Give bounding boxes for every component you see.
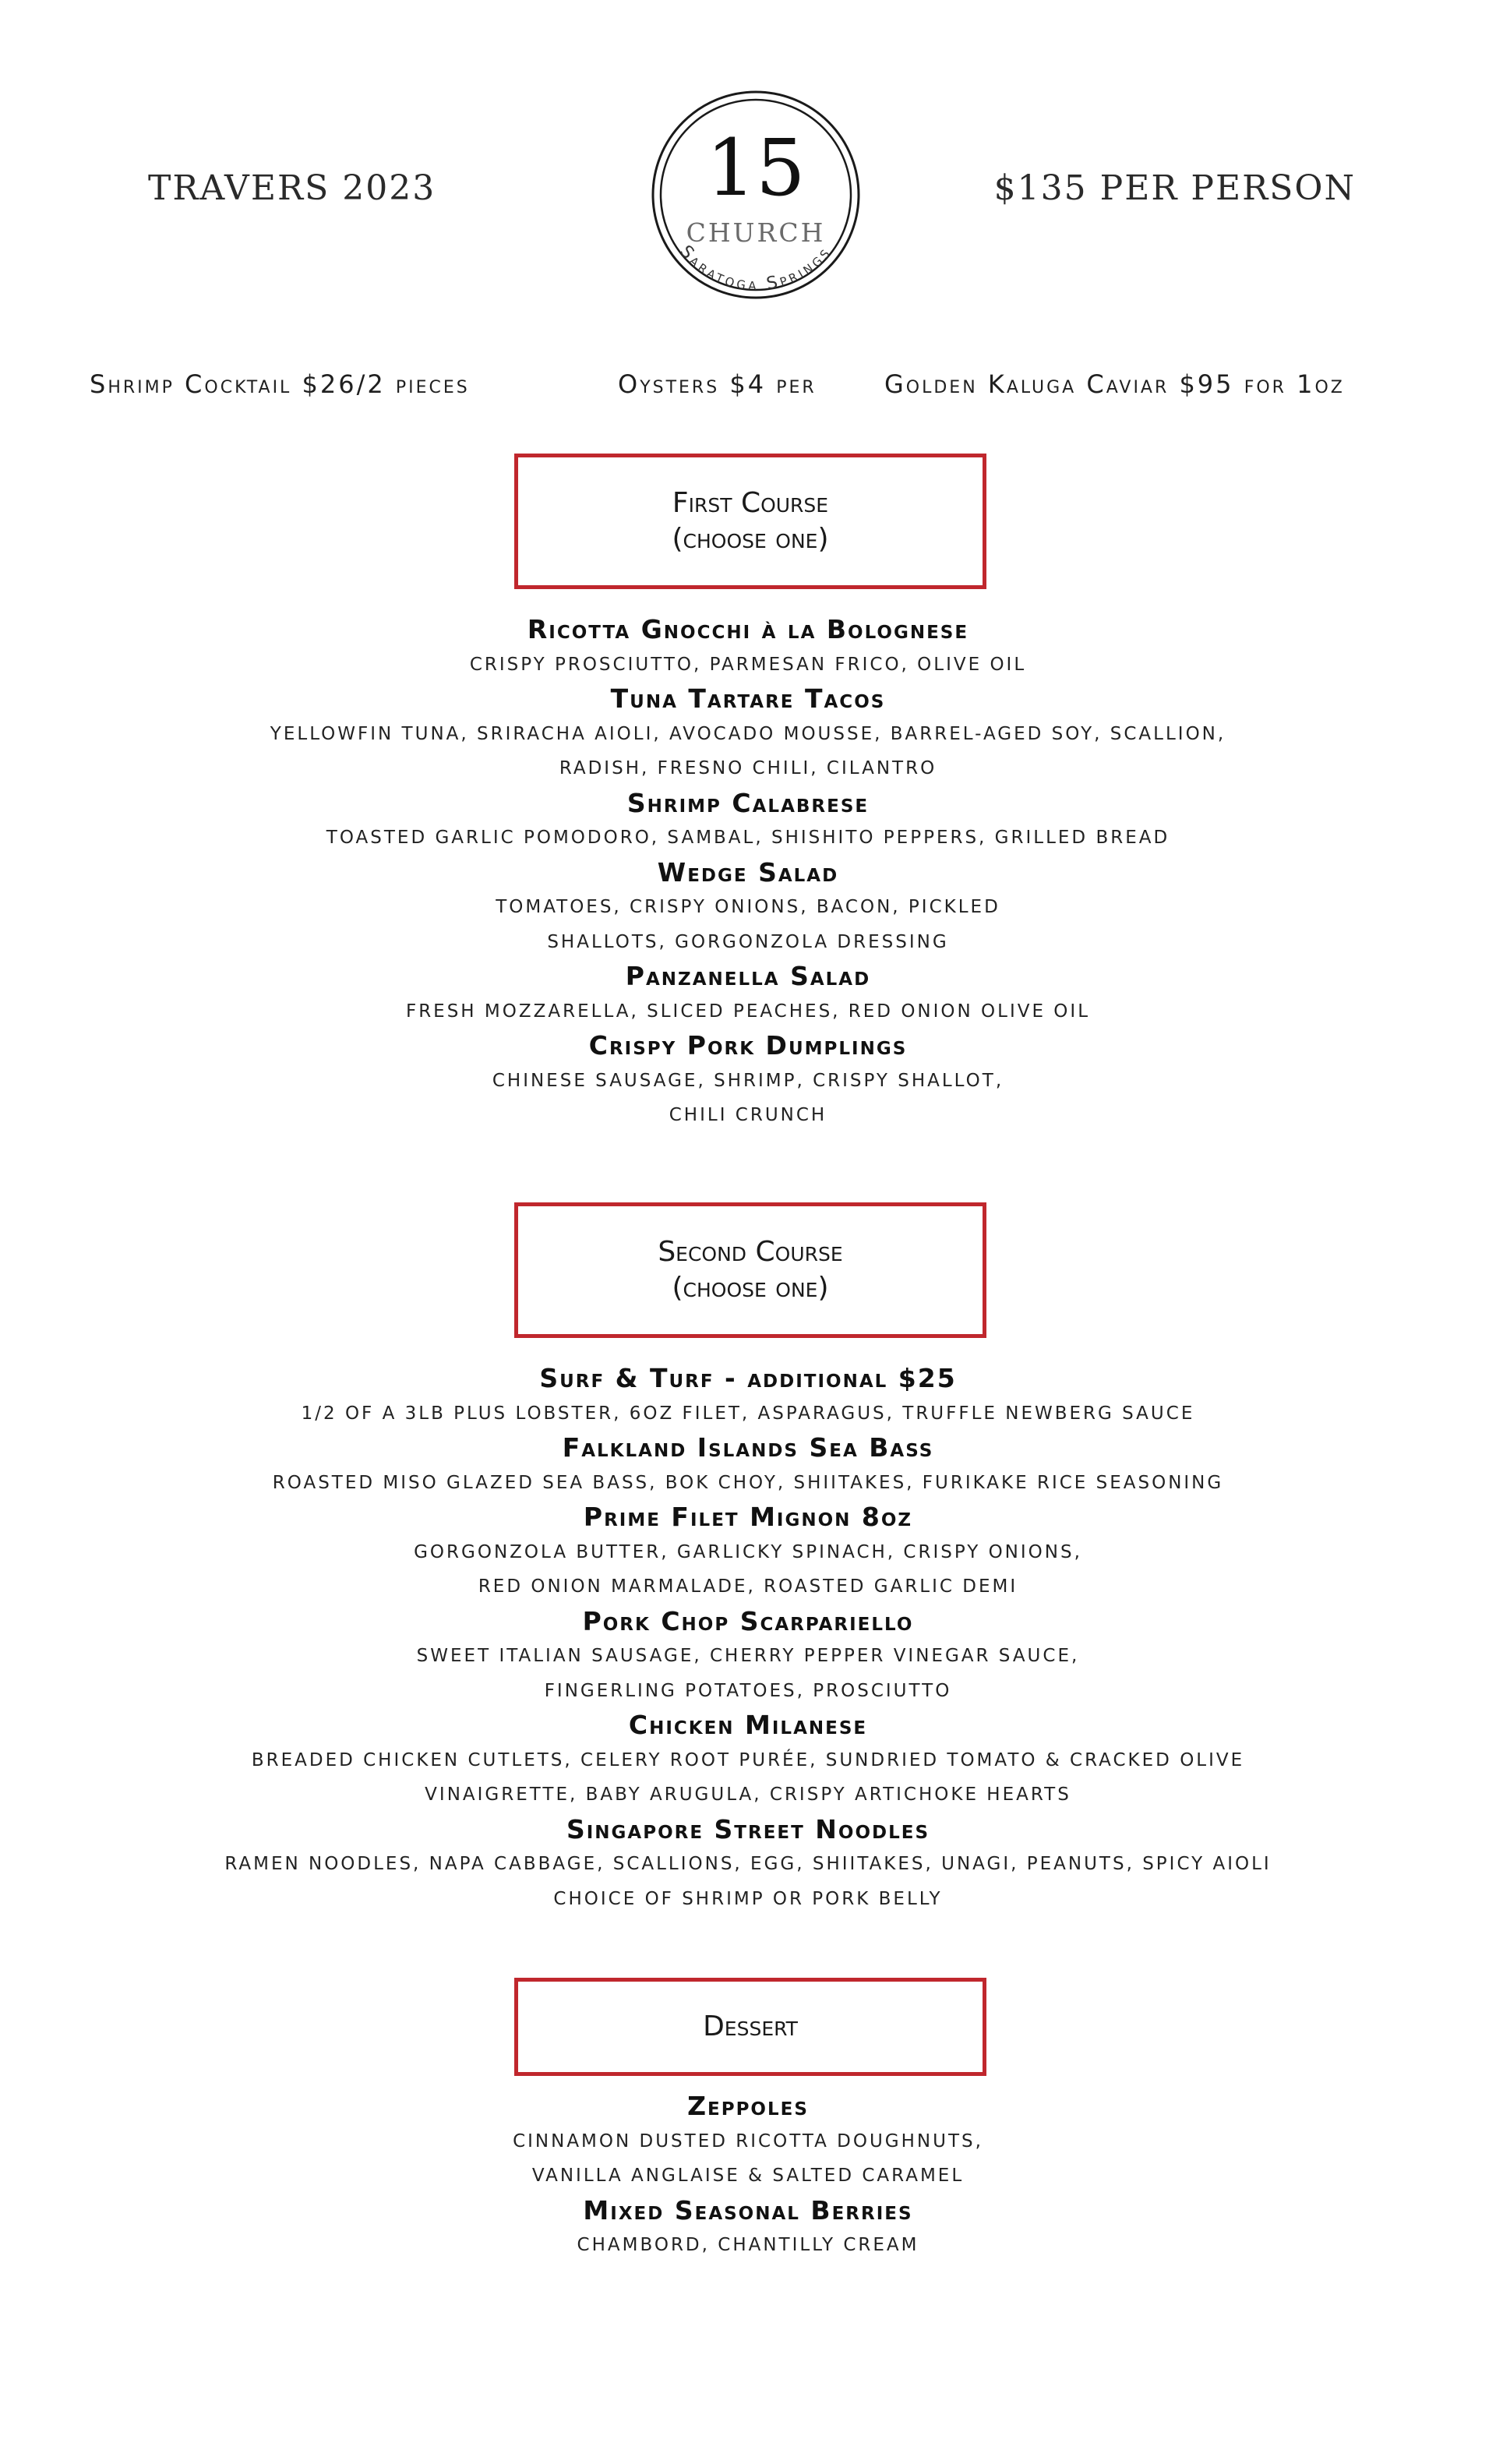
restaurant-logo	[647, 86, 865, 343]
oysters-item: Oysters $4 per	[618, 369, 817, 399]
dish-name: Mixed Seasonal Berries	[583, 2194, 913, 2226]
dish-name: Crispy Pork Dumplings	[588, 1030, 908, 1061]
dish-description: GORGONZOLA BUTTER, GARLICKY SPINACH, CRISPY ONIONS,	[414, 1541, 1082, 1562]
dish-description: TOMATOES, CRISPY ONIONS, BACON, PICKLED	[496, 897, 1000, 917]
course-subtitle: (choose one)	[672, 1272, 829, 1304]
dish-description: FRESH MOZZARELLA, SLICED PEACHES, RED ONION OLIVE OIL	[405, 1001, 1091, 1022]
dish-description: CHAMBORD, CHANTILLY CREAM	[577, 2235, 919, 2255]
dish-description: YELLOWFIN TUNA, SRIRACHA AIOLI, AVOCADO MOUSSE, BARREL-AGED SOY, SCALLION,	[270, 723, 1226, 744]
dish-description: CHILI CRUNCH	[669, 1105, 827, 1125]
dish-name: Wedge Salad	[657, 856, 839, 888]
dish-name: Singapore Street Noodles	[566, 1813, 930, 1844]
dish-description: BREADED CHICKEN CUTLETS, CELERY ROOT PURÉE, SUNDRIED TOMATO & CRACKED OLIVE	[251, 1749, 1245, 1770]
dish-description: RED ONION MARMALADE, ROASTED GARLIC DEMI	[478, 1576, 1018, 1597]
dish-description: VINAIGRETTE, BABY ARUGULA, CRISPY ARTICHOKE HEARTS	[425, 1784, 1071, 1805]
dish-name: Surf & Turf - additional $25	[539, 1363, 957, 1393]
dessert-box	[514, 1978, 986, 2076]
price-per-person: $135 PER PERSON	[993, 168, 1356, 208]
dish-description: ROASTED MISO GLAZED SEA BASS, BOK CHOY, SHIITAKES, FURIKAKE RICE SEASONING	[272, 1472, 1224, 1493]
event-title: TRAVERS 2023	[148, 168, 436, 208]
dish-name: Falkland Islands Sea Bass	[562, 1432, 934, 1463]
svg-text:Saratoga Springs	[676, 242, 835, 295]
first-course-menu	[0, 612, 1496, 1133]
second-course-box	[514, 1202, 986, 1338]
course-title: Dessert	[703, 2010, 798, 2042]
shrimp-cocktail-item: Shrimp Cocktail $26/2 pieces	[90, 369, 470, 399]
dish-description: RADISH, FRESNO CHILI, CILANTRO	[559, 758, 937, 778]
caviar-item: Golden Kaluga Caviar $95 for 1oz	[884, 369, 1345, 399]
second-course-menu	[0, 1361, 1496, 1916]
dish-description: SWEET ITALIAN SAUSAGE, CHERRY PEPPER VINEGAR SAUCE,	[416, 1646, 1080, 1666]
course-title: Second Course	[658, 1236, 843, 1268]
dish-description: FINGERLING POTATOES, PROSCIUTTO	[544, 1680, 952, 1701]
dish-description: CRISPY PROSCIUTTO, PARMESAN FRICO, OLIVE OIL	[469, 654, 1027, 675]
dish-description: CHOICE OF SHRIMP OR PORK BELLY	[553, 1888, 943, 1909]
dish-name: Shrimp Calabrese	[626, 787, 870, 818]
logo-number: 15	[706, 122, 806, 214]
logo-name: CHURCH	[686, 217, 826, 248]
dish-name: Prime Filet Mignon 8oz	[583, 1502, 913, 1532]
dish-name: Ricotta Gnocchi à la Bolognese	[527, 614, 969, 644]
dish-description: TOASTED GARLIC POMODORO, SAMBAL, SHISHITO PEPPERS, GRILLED BREAD	[326, 828, 1170, 848]
raw-bar	[0, 365, 1496, 404]
course-subtitle: (choose one)	[672, 523, 829, 555]
logo-location: Saratoga Springs	[676, 242, 836, 295]
dish-description: VANILLA ANGLAISE & SALTED CARAMEL	[531, 2166, 965, 2186]
dish-name: Pork Chop Scarpariello	[582, 1605, 914, 1636]
first-course-box	[514, 454, 986, 589]
dish-description: CINNAMON DUSTED RICOTTA DOUGHNUTS,	[513, 2130, 983, 2152]
dish-name: Tuna Tartare Tacos	[610, 683, 886, 714]
dish-name: Chicken Milanese	[628, 1710, 868, 1740]
dessert-menu	[0, 2089, 1496, 2263]
dish-description: 1/2 OF A 3LB PLUS LOBSTER, 6OZ FILET, ASPARAGUS, TRUFFLE NEWBERG SAUCE	[301, 1403, 1195, 1424]
dish-name: Zeppoles	[687, 2091, 809, 2121]
course-title: First Course	[672, 487, 829, 519]
dish-description: SHALLOTS, GORGONZOLA DRESSING	[547, 931, 949, 952]
dish-description: CHINESE SAUSAGE, SHRIMP, CRISPY SHALLOT,	[492, 1070, 1004, 1091]
dish-description: RAMEN NOODLES, NAPA CABBAGE, SCALLIONS, EGG, SHIITAKES, UNAGI, PEANUTS, SPICY AIOLI	[224, 1854, 1272, 1874]
dish-name: Panzanella Salad	[625, 961, 871, 991]
